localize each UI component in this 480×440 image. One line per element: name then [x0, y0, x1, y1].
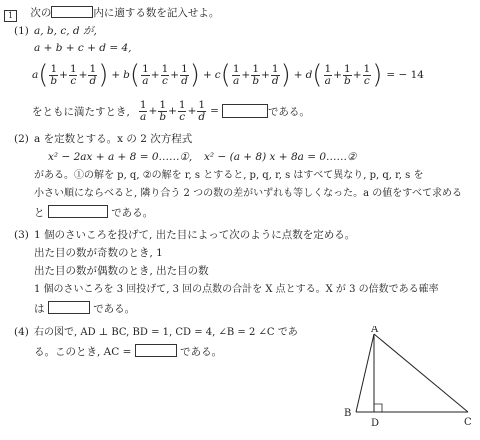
- label-b: B: [344, 408, 352, 419]
- instruction-post: 内に適する数を記入せよ。: [93, 7, 220, 19]
- q2-label: (2): [14, 133, 29, 145]
- segment-ac: [374, 334, 468, 412]
- q2-line5-post: である。: [111, 207, 154, 219]
- q4-line1: 右の図で, AD ⊥ BC, BD = 1, CD = 4, ∠B = 2 ∠C であ: [34, 327, 298, 338]
- q4-line2-pre: る。このとき, AC =: [34, 346, 132, 358]
- q4-line2-post: である。: [180, 346, 223, 358]
- q2-line3: がある。①の解を p, q, ②の解を r, s とすると, p, q, r, s はすべて異なり, p, q, r, s を: [34, 170, 424, 181]
- q2-line5-pre: と: [34, 207, 45, 219]
- q4-label: (4): [14, 326, 29, 338]
- q2-line5: [34, 205, 153, 220]
- q1-eq-right: = − 14: [386, 69, 424, 81]
- label-c: C: [464, 417, 472, 428]
- segment-ab: [356, 334, 374, 412]
- q3-label: (3): [14, 229, 29, 241]
- q2-line1: a を定数とする。x の 2 次方程式: [34, 133, 193, 145]
- q1-line1: a, b, c, d が,: [34, 25, 97, 37]
- q3-line2: 出た目の数が奇数のとき, 1: [34, 247, 163, 259]
- label-a: A: [371, 326, 379, 335]
- q1-line2: a + b + c + d = 4,: [34, 42, 132, 54]
- answer-box-template: [51, 6, 93, 18]
- q3-line1: 1 個のさいころを投げて, 出た目によって次のように点数を定める。: [34, 229, 356, 241]
- q3-line3: 出た目の数が偶数のとき, 出た目の数: [34, 265, 209, 277]
- q3-line5-post: である。: [93, 303, 136, 315]
- label-d: D: [371, 418, 380, 429]
- q1-answer-box[interactable]: [222, 104, 268, 118]
- q3-line5: [34, 301, 135, 316]
- q2-line4: 小さい順にならべると, 隣り合う 2 つの数の差がいずれも等しくなった。a の値をすべて求める: [34, 188, 463, 199]
- q4-line2: [34, 344, 222, 359]
- right-angle-mark: [374, 404, 382, 412]
- q1-cond-pre: をともに満たすとき,: [32, 105, 130, 118]
- instruction-pre: 次の: [30, 7, 52, 19]
- q1-label: (1): [14, 25, 29, 37]
- q2-eq2: x² − (a + 8) x + 8a = 0……②: [204, 151, 357, 163]
- q4-answer-box[interactable]: [135, 344, 177, 357]
- q2-answer-box[interactable]: [48, 205, 108, 218]
- q1-cond-post: である。: [267, 105, 310, 118]
- section-header: [4, 6, 219, 22]
- section-number: 1: [4, 10, 17, 22]
- q3-answer-box[interactable]: [48, 301, 90, 314]
- q2-eq1: x² − 2ax + a + 8 = 0……①,: [48, 151, 193, 163]
- triangle-figure: [336, 326, 476, 434]
- q1-equation: a ( $\frac{1}{b}$ + $\frac{1}{c}$ + $\frac{1}{d}$ ) + b ( $\frac{1}{a}$ + $\frac{1}{c}$ + $\frac{1}{d}$ ) + c ( $\frac{1}{a}$ + $\frac{1}{b}$ + $\frac{1}{d}$ ) + d ( $\frac{1}{a}$ + $\frac{1}{b}$ + $\frac{1}{c}$ ) = − 14: [32, 60, 424, 90]
- q3-line4: 1 個のさいころを 3 回投げて, 3 回の点数の合計を X 点とする。X が 3 の倍数である確率: [34, 284, 439, 295]
- q1-condition: をともに満たすとき, $\frac{1}{a}$ + $\frac{1}{b}$ + $\frac{1}{c}$ + $\frac{1}{d}$ = である。: [32, 98, 310, 123]
- q3-line5-pre: は: [34, 303, 45, 315]
